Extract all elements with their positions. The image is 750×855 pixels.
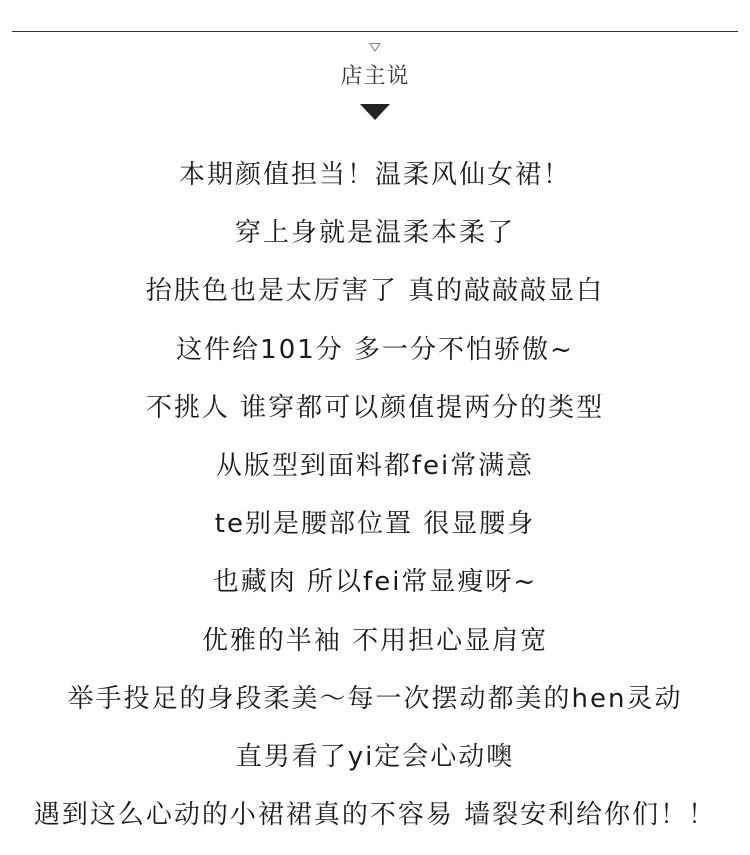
text-line: 优雅的半袖 不用担心显肩宽 <box>201 625 549 656</box>
text-line: 也藏肉 所以fei常显瘦呀~ <box>212 567 538 598</box>
text-line: 穿上身就是温柔本柔了 <box>234 218 515 249</box>
text-line: 从版型到面料都fei常满意 <box>215 450 535 481</box>
text-line: 不挑人 谁穿都可以颜值提两分的类型 <box>145 392 605 423</box>
description-lines <box>0 152 750 850</box>
text-line: 本期颜值担当！温柔风仙女裙！ <box>178 160 571 190</box>
text-line: 直男看了yi定会心动噢 <box>235 741 515 772</box>
down-triangle-icon <box>360 104 390 120</box>
text-line: 抬肤色也是太厉害了 真的敲敲敲显白 <box>145 276 605 307</box>
section-heading: 店主说 <box>340 64 410 89</box>
text-line: 这件给101分 多一分不怕骄傲~ <box>176 334 574 365</box>
top-divider <box>12 31 738 32</box>
text-line: 遇到这么心动的小裙裙真的不容易 墙裂安利给你们！！ <box>33 800 717 831</box>
text-line: 举手投足的身段柔美～每一次摆动都美的hen灵动 <box>67 683 683 714</box>
text-line: te别是腰部位置 很显腰身 <box>214 509 536 540</box>
small-down-triangle-icon <box>369 43 381 52</box>
